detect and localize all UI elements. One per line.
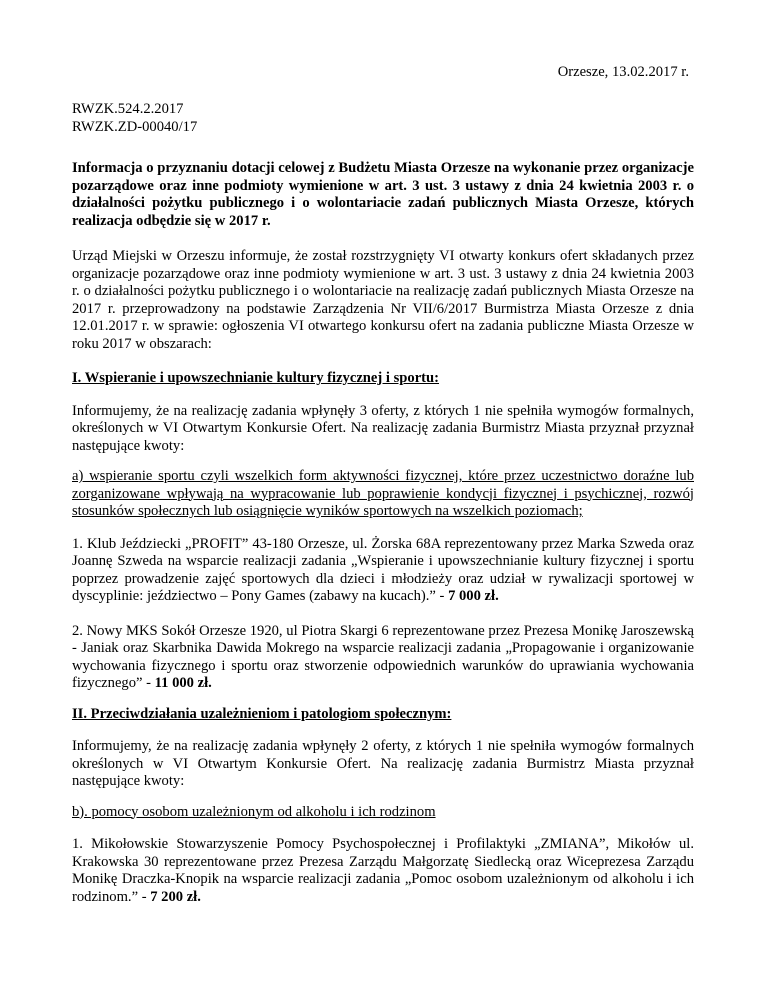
section-2-heading: II. Przeciwdziałania uzależnieniom i patologiom społecznym: bbox=[72, 705, 452, 722]
section-1-item-2-text: 2. Nowy MKS Sokół Orzesze 1920, ul Piotra Skargi 6 reprezentowane przez Prezesa Monikę Jaroszewską - Janiak oraz Skarbnika Dawida Mokrego na wsparcie realizacji zadania „Propagowanie i organizowanie wychowania fizycznego i sportu oraz stworzenie odpowiednich warunków do uprawiania wychowania fizycznego” - bbox=[72, 622, 694, 691]
reference-number-2: RWZK.ZD-00040/17 bbox=[72, 118, 198, 135]
section-1-info: Informujemy, że na realizację zadania wpłynęły 3 oferty, z których 1 nie spełniła wymogów formalnych, określonych w VI Otwartym Konkursie Ofert. Na realizację zadania Burmistrz Miasta przyznał przyznał następujące kwoty: bbox=[72, 402, 694, 454]
reference-number-1: RWZK.524.2.2017 bbox=[72, 101, 184, 117]
section-1-heading: I. Wspieranie i upowszechnianie kultury fizycznej i sportu: bbox=[72, 370, 440, 386]
section-1-item-1-amount: 7 000 zł. bbox=[448, 588, 499, 604]
document-body bbox=[72, 160, 694, 923]
section-2-item-1-text: 1. Mikołowskie Stowarzyszenie Pomocy Psychospołecznej i Profilaktyki „ZMIANA”, Mikołów ul. Krakowska 30 reprezentowane przez Prezesa Zarządu Małgorzatę Siedlecką oraz Wiceprezesa Zarządu Monikę Draczka-Knopik na wsparcie realizacji zadania „Pomoc osobom uzależnionym od alkoholu i ich rodzinom.” - bbox=[72, 836, 694, 905]
section-1-item-2-amount: 11 000 zł. bbox=[154, 675, 212, 691]
document-title: Informacja o przyznaniu dotacji celowej z Budżetu Miasta Orzesze na wykonanie przez organizacje pozarządowe oraz inne podmioty wymienione w art. 3 ust. 3 ustawy z dnia 24 kwietnia 2003 r. o działalności pożytku publicznego i o wolontariacie zadań publicznych Miasta Orzesze, których realizacja odbędzie się w 2017 r. bbox=[72, 160, 694, 229]
section-2-subheading: b). pomocy osobom uzależnionym od alkoholu i ich rodzinom bbox=[72, 803, 436, 820]
section-1-item-2 bbox=[72, 623, 694, 693]
section-1-subheading: a) wspieranie sportu czyli wszelkich form aktywności fizycznej, które przez uczestnictwo doraźne lub zorganizowane wpływają na wypracowanie lub poprawienie kondycji fizycznej i psychicznej, rozwój stosunków społecznych lub osiągnięcie wyników sportowych na wszelkich poziomach; bbox=[72, 468, 694, 519]
section-1-item-1 bbox=[72, 536, 694, 606]
section-2-item-1 bbox=[72, 836, 694, 906]
section-2-item-1-amount: 7 200 zł. bbox=[150, 888, 201, 905]
document-date: Orzesze, 13.02.2017 r. bbox=[557, 64, 689, 80]
section-1-item-1-text: 1. Klub Jeździecki „PROFIT” 43-180 Orzesze, ul. Żorska 68A reprezentowany przez Marka Szweda oraz Joannę Szweda na wsparcie realizacji zadania „Wspieranie i upowszechnianie kultury fizycznej i sportu poprzez prowadzenie zajęć sportowych dla dzieci i młodzieży oraz udział w rywalizacji sportowej w dyscyplinie: jeździectwo – Pony Games (zabawy na kucach).” - bbox=[72, 535, 694, 604]
reference-numbers bbox=[72, 101, 197, 136]
section-2-info: Informujemy, że na realizację zadania wpłynęły 2 oferty, z których 1 nie spełniła wymogów formalnych określonych w VI Otwartym Konkursie Ofert. Na realizację zadania Burmistrz Miasta przyznał następujące kwoty: bbox=[72, 738, 694, 789]
intro-paragraph: Urząd Miejski w Orzeszu informuje, że został rozstrzygnięty VI otwarty konkurs ofert składanych przez organizacje pozarządowe oraz inne podmioty wymienione w art. 3 ust. 3 ustawy z dnia 24 kwietnia 2003 r. o działalności pożytku publicznego i o wolontariacie na realizację zadań publicznych Miasta Orzesze na 2017 r. przeprowadzony na podstawie Zarządzenia Nr VII/6/2017 Burmistrza Miasta Orzesze z dnia 12.01.2017 r. w sprawie: ogłoszenia VI otwartego konkursu ofert na zadania publiczne Miasta Orzesze w roku 2017 w obszarach: bbox=[72, 248, 694, 352]
